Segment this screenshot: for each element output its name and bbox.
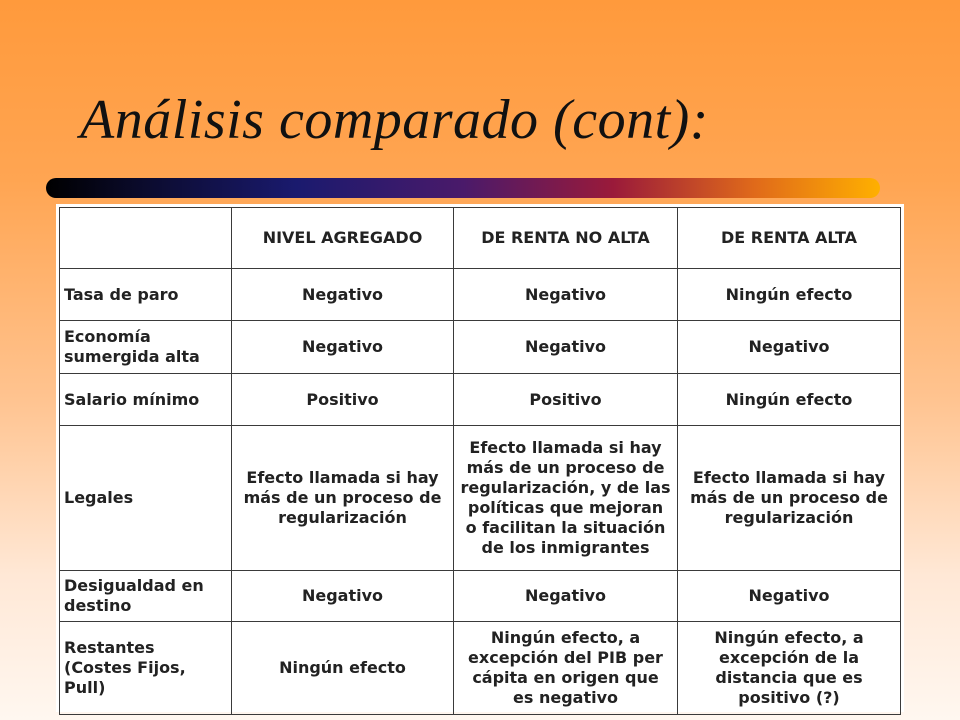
table-row [60,622,901,715]
table-row [60,321,901,374]
table-cell: Ningún efecto, a excepción de la distancia que es positivo (?) [678,622,901,715]
title-divider-bar [46,178,880,198]
table-cell: Negativo [678,321,901,374]
table-row [60,571,901,622]
row-label: Restantes (Costes Fijos, Pull) [60,622,232,715]
row-label: Economía sumergida alta [60,321,232,374]
table-cell: Negativo [232,571,454,622]
table-header-row [60,208,901,269]
comparison-table [59,207,901,715]
table-row [60,426,901,571]
table-cell: Positivo [454,374,678,426]
table-cell: Negativo [454,321,678,374]
slide-title: Análisis comparado (cont): [80,89,709,151]
row-label: Tasa de paro [60,269,232,321]
table-cell: Ningún efecto, a excepción del PIB per cápita en origen que es negativo [454,622,678,715]
comparison-table-container [56,204,904,712]
table-cell: Negativo [232,321,454,374]
table-row [60,269,901,321]
header-cell-renta-alta: DE RENTA ALTA [678,208,901,269]
table-cell: Ningún efecto [678,269,901,321]
table-cell: Negativo [232,269,454,321]
row-label: Salario mínimo [60,374,232,426]
table-row [60,374,901,426]
table-cell: Ningún efecto [232,622,454,715]
table-cell: Efecto llamada si hay más de un proceso de regularización [232,426,454,571]
row-label: Desigualdad en destino [60,571,232,622]
table-cell: Ningún efecto [678,374,901,426]
table-cell: Negativo [454,571,678,622]
header-cell-renta-no-alta: DE RENTA NO ALTA [454,208,678,269]
table-cell: Efecto llamada si hay más de un proceso de regularización, y de las políticas que mejoran o facilitan la situación de los inmigrantes [454,426,678,571]
header-cell-empty [60,208,232,269]
row-label: Legales [60,426,232,571]
table-cell: Negativo [678,571,901,622]
table-cell: Positivo [232,374,454,426]
table-cell: Efecto llamada si hay más de un proceso de regularización [678,426,901,571]
table-cell: Negativo [454,269,678,321]
header-cell-nivel-agregado: NIVEL AGREGADO [232,208,454,269]
